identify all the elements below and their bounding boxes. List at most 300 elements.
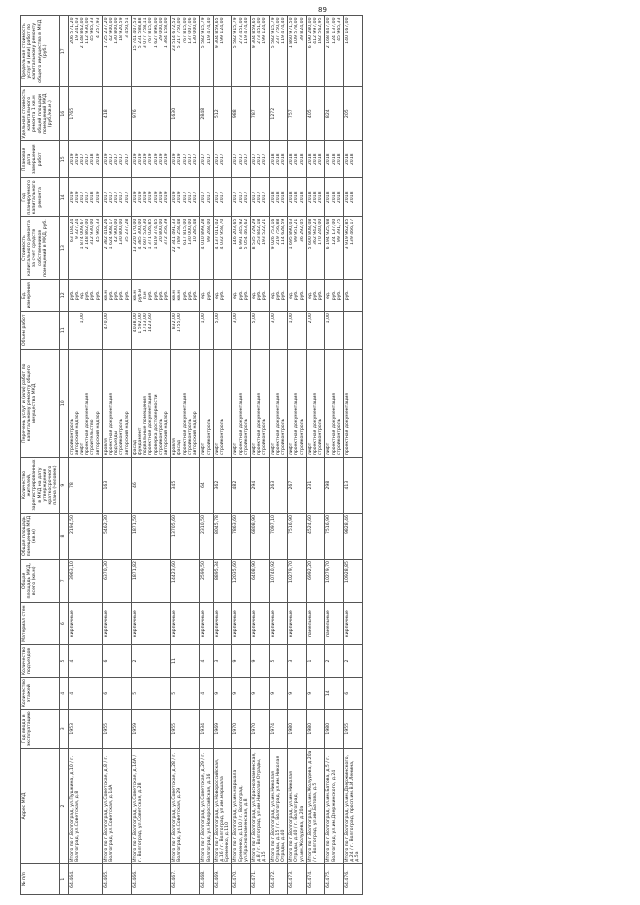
- table-row: [288, 16, 307, 895]
- table-cell: 1970: [232, 709, 251, 748]
- table-row: [131, 16, 170, 895]
- cell-line: 2 382 418,26: [103, 218, 109, 250]
- cell-line: 2018: [336, 191, 342, 204]
- table-cell: 512: [213, 87, 232, 141]
- table-cell: 1980: [325, 709, 344, 748]
- cell-line: 2018: [344, 153, 350, 166]
- cell-line: 2019: [177, 153, 183, 166]
- cell-line: 2018: [326, 153, 332, 166]
- table-cell: [213, 349, 232, 457]
- table-cell: 10740,92: [269, 559, 288, 602]
- table-cell: [306, 311, 325, 349]
- cell-line: 2017: [187, 153, 193, 166]
- cell-line: проектная документация: [312, 392, 318, 456]
- cell-line: [318, 313, 323, 347]
- cell-line: 130 000,00: [193, 17, 199, 44]
- column-header: Адрес МКД: [21, 748, 60, 864]
- table-cell: кирпичные: [250, 603, 269, 645]
- column-header: Общая площадь МКД, всего (кв.м): [21, 559, 60, 602]
- cell-line: 2018: [299, 153, 305, 166]
- cell-line: 2017: [109, 153, 115, 166]
- cell-line: [207, 313, 212, 347]
- table-row: [306, 16, 325, 895]
- cell-line: 1 725 237,20: [103, 17, 109, 49]
- cell-line: 1 695 890,03: [289, 218, 295, 250]
- cell-line: фасад: [132, 439, 138, 456]
- cell-line: 114 628,59: [280, 218, 286, 245]
- table-cell: 205: [343, 87, 362, 141]
- cell-line: 18 920,59: [119, 17, 125, 41]
- table-cell: [250, 178, 269, 217]
- cell-line: стройконтроль: [119, 418, 125, 456]
- table-cell: [306, 141, 325, 178]
- column-number: 16: [60, 87, 68, 141]
- cell-line: [164, 313, 169, 347]
- cell-line: 2 148 862,00: [80, 17, 86, 49]
- cell-line: 2019: [164, 153, 170, 166]
- cell-line: 1,00: [80, 313, 86, 324]
- cell-line: 470,00: [103, 313, 109, 330]
- table-cell: 345: [171, 457, 200, 513]
- cell-line: 130 000,00: [187, 218, 193, 245]
- table-cell: [213, 178, 232, 217]
- cell-line: кв.м: [103, 290, 109, 301]
- table-cell: [269, 141, 288, 178]
- cell-line: п.м: [143, 291, 149, 300]
- cell-line: 2017: [193, 153, 199, 166]
- table-cell: Итого по г.Волгоград, ул.Советская, д.29 / г. Волгоград, ул.Новороссийская, д.16: [200, 748, 213, 864]
- table-cell: 2: [325, 645, 344, 677]
- table-cell: [68, 217, 102, 280]
- table-row: [200, 16, 213, 895]
- table-cell: [269, 178, 288, 217]
- table-cell: [232, 141, 251, 178]
- table-row: [250, 16, 269, 895]
- cell-line: подъезды: [114, 430, 120, 456]
- table-cell: [288, 141, 307, 178]
- cell-line: 2 168 847,00: [326, 17, 332, 49]
- cell-line: 2017: [187, 191, 193, 204]
- cell-line: 119 474,40: [243, 17, 249, 44]
- table-cell: 78: [68, 457, 102, 513]
- cell-line: проектная документация: [109, 392, 115, 456]
- cell-line: проектная документация: [148, 392, 154, 456]
- table-cell: 1959: [131, 709, 170, 748]
- table-cell: 6808,90: [250, 513, 269, 559]
- cell-line: 4 385 300,00: [138, 218, 144, 250]
- cell-line: 2018: [344, 191, 350, 204]
- cell-line: 2019: [95, 191, 101, 204]
- table-cell: 9: [232, 645, 251, 677]
- cell-line: руб.: [69, 290, 75, 301]
- table-cell: 64.469.: [213, 864, 232, 895]
- cell-line: 9 327,24: [74, 218, 80, 240]
- cell-line: 35 237,28: [124, 218, 130, 243]
- cell-line: руб.: [344, 290, 350, 301]
- cell-line: руб.: [182, 290, 188, 301]
- table-cell: панельные: [306, 603, 325, 645]
- table-cell: [250, 349, 269, 457]
- table-cell: 5462,30: [102, 513, 131, 559]
- cell-line: ед.: [201, 291, 207, 300]
- cell-line: 273 451,00: [257, 17, 263, 44]
- table-cell: 7516,90: [288, 513, 307, 559]
- cell-line: 6 190 280,00: [307, 17, 313, 49]
- cell-line: 5 217 750,00: [177, 17, 183, 49]
- cell-line: руб.: [294, 290, 300, 301]
- table-cell: [200, 141, 213, 178]
- cell-line: 2017: [262, 153, 268, 166]
- table-cell: [269, 279, 288, 311]
- table-cell: [343, 217, 362, 280]
- table-cell: 2848: [200, 87, 213, 141]
- table-cell: [200, 311, 213, 349]
- cell-line: 1423,60: [148, 313, 154, 333]
- table-cell: [343, 311, 362, 349]
- table-cell: 3963,10: [68, 559, 102, 602]
- column-number: 8: [60, 513, 68, 559]
- table-cell: [232, 311, 251, 349]
- cell-line: проектная документация: [182, 392, 188, 456]
- table-cell: [131, 217, 170, 280]
- cell-line: 2019: [153, 191, 159, 204]
- cell-line: руб.: [158, 290, 164, 301]
- table-cell: 1871,50: [131, 513, 170, 559]
- cell-line: 4 257,93: [95, 17, 101, 38]
- cell-line: руб.: [148, 290, 154, 301]
- table-cell: 12035,60: [232, 559, 251, 602]
- table-cell: [171, 217, 200, 280]
- table-cell: 5: [269, 645, 288, 677]
- table-cell: 2599,50: [200, 559, 213, 602]
- cell-line: ед.: [233, 291, 239, 300]
- table-cell: 8045,78: [213, 513, 232, 559]
- table-cell: 1955: [171, 709, 200, 748]
- cell-line: руб.: [257, 290, 263, 301]
- cell-line: руб.: [90, 290, 96, 301]
- cell-line: проектная документация: [294, 392, 300, 456]
- cell-line: 99 951,21: [294, 218, 300, 243]
- table-cell: кирпичные: [269, 603, 288, 645]
- cell-line: 2019: [143, 153, 149, 166]
- table-cell: Итого по г.Волгоград, ул.им.Николая Отрады, д.40 / г. Волгоград, ул.им.Жолудева, д.20а: [288, 748, 307, 864]
- column-number: 13: [60, 217, 68, 280]
- cell-line: руб.: [153, 290, 159, 301]
- table-cell: 64.466.: [131, 864, 170, 895]
- cell-line: 2018: [289, 153, 295, 166]
- table-cell: 64.475.: [325, 864, 344, 895]
- table-cell: [325, 279, 344, 311]
- cell-line: 23 514 672,52: [172, 17, 178, 52]
- column-number: 9: [60, 457, 68, 513]
- cell-line: 99 391,75: [336, 218, 342, 243]
- table-cell: 10928,85: [343, 559, 362, 602]
- table-cell: [131, 279, 170, 311]
- cell-line: 124 137,00: [331, 218, 337, 245]
- table-cell: [306, 16, 325, 87]
- table-row: [68, 16, 102, 895]
- cell-line: стройконтроль: [158, 418, 164, 456]
- cell-line: 130 800,00: [114, 17, 120, 44]
- table-cell: 64.464.: [68, 864, 102, 895]
- table-cell: [131, 141, 170, 178]
- table-cell: 1272: [269, 87, 288, 141]
- table-cell: [200, 178, 213, 217]
- cell-line: руб.: [318, 290, 324, 301]
- table-cell: 64: [200, 457, 213, 513]
- cell-line: 2018: [318, 191, 324, 204]
- column-number: 3: [60, 709, 68, 748]
- table-cell: [171, 279, 200, 311]
- cell-line: 36 292,05: [299, 218, 305, 243]
- cell-line: 9 026 753,16: [270, 218, 276, 250]
- cell-line: 15 741 407,53: [132, 17, 138, 52]
- table-cell: [131, 178, 170, 217]
- table-cell: 9: [250, 645, 269, 677]
- table-cell: [200, 279, 213, 311]
- cell-line: 2017: [219, 191, 225, 204]
- cell-line: 2018: [280, 191, 286, 204]
- table-cell: панельные: [325, 603, 344, 645]
- cell-line: подвальные помещения: [143, 396, 149, 456]
- cell-line: 237 750,00: [275, 17, 281, 44]
- table-cell: [68, 141, 102, 178]
- cell-line: 119 474,40: [206, 17, 212, 44]
- cell-line: 1 860 971,50: [289, 17, 295, 49]
- table-cell: 787: [250, 87, 269, 141]
- cell-line: 2018: [318, 153, 324, 166]
- table-cell: [325, 311, 344, 349]
- cell-line: 6 991 345,92: [238, 218, 244, 250]
- table-cell: 413: [343, 457, 362, 513]
- table-cell: [200, 217, 213, 280]
- table-cell: [102, 217, 131, 280]
- cell-line: 2017: [243, 191, 249, 204]
- cell-line: [281, 313, 286, 347]
- table-cell: 7863,60: [232, 513, 251, 559]
- cell-line: 767 815,00: [148, 17, 154, 44]
- table-cell: 298: [325, 457, 344, 513]
- table-cell: [288, 178, 307, 217]
- column-number-row: [60, 16, 68, 895]
- table-cell: 9: [213, 677, 232, 709]
- cell-line: руб.: [124, 290, 130, 301]
- table-cell: [68, 311, 102, 349]
- cell-line: 5,00: [251, 313, 257, 324]
- table-cell: 6370,30: [102, 559, 131, 602]
- cell-line: 372 356,39: [164, 218, 170, 245]
- table-cell: [343, 16, 362, 87]
- cell-line: 9 304 859,65: [251, 17, 257, 49]
- cell-line: 2018: [294, 191, 300, 204]
- table-cell: 64.474.: [306, 864, 325, 895]
- cell-line: 2019: [153, 153, 159, 166]
- cell-line: 2017: [214, 191, 220, 204]
- cell-line: 2017: [193, 191, 199, 204]
- cell-line: 1713,00: [143, 313, 149, 333]
- cell-line: проектная документация: [331, 392, 337, 456]
- cell-line: лифт: [214, 442, 220, 456]
- column-number: 7: [60, 559, 68, 602]
- cell-line: лифт: [201, 442, 207, 456]
- cell-line: авторский надзор: [95, 411, 101, 456]
- cell-line: [262, 313, 267, 347]
- column-number: 1: [60, 864, 68, 895]
- table-cell: Итого по г.Волгоград, ул.Краснознаменская, д.8 / г. Волгоград, ул.им.Николая Отрады, д.15: [250, 748, 269, 864]
- cell-line: 2017: [182, 191, 188, 204]
- cell-line: 617 815,00: [182, 218, 188, 245]
- cell-line: ед.: [270, 291, 276, 300]
- cell-line: 2 148 862,00: [85, 218, 91, 250]
- cell-line: 29 000,00: [158, 17, 164, 41]
- cell-line: 1,00: [201, 313, 207, 324]
- cell-line: 3 450,51: [124, 17, 130, 38]
- cell-line: ед.: [80, 291, 86, 300]
- table-cell: [269, 217, 288, 280]
- cell-line: авторский надзор: [193, 411, 199, 456]
- table-cell: [306, 178, 325, 217]
- table-cell: Итого по г.Волгоград, ул.им.Батова, д.5 / г. Волгоград, ул.им.Дзержинского, д.24: [325, 748, 344, 864]
- cell-line: стройконтроль: [280, 418, 286, 456]
- table-cell: [213, 16, 232, 87]
- table-cell: 14: [325, 677, 344, 709]
- table-cell: кирпичные: [232, 603, 251, 645]
- cell-line: лифт: [270, 442, 276, 456]
- cell-line: [345, 313, 350, 347]
- cell-line: 119 474,40: [280, 17, 286, 44]
- cell-line: 5 054 463,62: [243, 218, 249, 250]
- cell-line: 1 364 158,00: [164, 17, 170, 49]
- table-cell: 64.476.: [343, 864, 362, 895]
- cell-line: лифт: [307, 442, 313, 456]
- cell-line: строительство: [90, 419, 96, 456]
- cell-line: 2018: [289, 191, 295, 204]
- cell-line: 2018: [326, 191, 332, 204]
- table-cell: [288, 217, 307, 280]
- cell-line: 2019: [132, 191, 138, 204]
- repair-plan-table: [20, 15, 363, 895]
- cell-line: руб.: [109, 290, 115, 301]
- cell-line: 13 220 170,00: [132, 218, 138, 253]
- table-cell: 976: [131, 87, 170, 141]
- column-number: 10: [60, 349, 68, 457]
- cell-line: авторский надзор: [124, 411, 130, 456]
- cell-line: ед.: [251, 291, 257, 300]
- table-cell: 267: [288, 457, 307, 513]
- cell-line: стройконтроль: [206, 418, 212, 456]
- cell-line: 5 600 808,08: [307, 218, 313, 250]
- cell-line: 2017: [201, 191, 207, 204]
- table-cell: Итого по г.Волгоград, ул.Советская, д.8 / г. Волгоград, ул.Советская, д.14А: [102, 748, 131, 864]
- column-header: Предельная стоимость услуг и (или) работ по капитальному ремонту общего имущества в МКД (руб.): [21, 16, 60, 87]
- table-cell: 9: [250, 677, 269, 709]
- table-cell: 988: [232, 87, 251, 141]
- table-cell: [288, 279, 307, 311]
- cell-line: 2019: [74, 191, 80, 204]
- table-cell: 7097,10: [269, 513, 288, 559]
- table-cell: 1871,82: [131, 559, 170, 602]
- cell-line: [244, 313, 249, 347]
- cell-line: 2019: [138, 191, 144, 204]
- cell-line: проектная документация: [275, 392, 281, 456]
- table-cell: [232, 279, 251, 311]
- cell-line: 4 137 011,02: [214, 218, 220, 250]
- cell-line: 3 077 758,11: [143, 17, 149, 49]
- column-number: 14: [60, 178, 68, 217]
- table-cell: [269, 16, 288, 87]
- table-cell: [213, 141, 232, 178]
- cell-line: 99 268,00: [206, 218, 212, 243]
- table-cell: 1955: [102, 709, 131, 748]
- table-cell: [250, 311, 269, 349]
- cell-line: 273 451,00: [238, 17, 244, 44]
- cell-line: 1 624 908,17: [109, 218, 115, 250]
- cell-line: 109 578,00: [294, 17, 300, 44]
- cell-line: 10 285,48: [193, 218, 199, 243]
- table-cell: 1953: [68, 709, 102, 748]
- cell-line: кровля: [172, 438, 178, 456]
- cell-line: 2019: [132, 153, 138, 166]
- table-cell: [213, 279, 232, 311]
- table-cell: кирпичные: [102, 603, 131, 645]
- column-header: Ед. измерения: [21, 279, 60, 311]
- cell-line: 2017: [214, 153, 220, 166]
- table-cell: 2: [131, 645, 170, 677]
- table-cell: [213, 311, 232, 349]
- cell-line: 2019: [103, 153, 109, 166]
- cell-line: 2017: [233, 191, 239, 204]
- cell-line: лифт: [80, 442, 86, 456]
- cell-line: руб.: [312, 290, 318, 301]
- cell-line: 3,00: [270, 313, 276, 324]
- cell-line: 193 522,21: [262, 218, 268, 245]
- table-cell: 4: [68, 645, 102, 677]
- cell-line: 362 942,23: [312, 218, 318, 245]
- cell-line: ед.: [214, 291, 220, 300]
- cell-line: лифт: [251, 442, 257, 456]
- table-cell: [343, 141, 362, 178]
- table-cell: 64.473.: [288, 864, 307, 895]
- cell-line: 2017: [219, 153, 225, 166]
- table-cell: [325, 349, 344, 457]
- cell-line: 2017: [206, 153, 212, 166]
- table-cell: 64.468.: [200, 864, 213, 895]
- table-cell: [68, 279, 102, 311]
- cell-line: стройконтроль: [336, 418, 342, 456]
- cell-line: 5 231 588,88: [138, 17, 144, 49]
- table-cell: 2310,50: [200, 513, 213, 559]
- table-cell: [343, 279, 362, 311]
- table-cell: [102, 141, 131, 178]
- column-number: 2: [60, 748, 68, 864]
- cell-line: 2019: [74, 153, 80, 166]
- table-cell: 6: [102, 677, 131, 709]
- cell-line: 2017: [85, 153, 91, 166]
- cell-line: 2017: [251, 191, 257, 204]
- table-cell: 10279,70: [325, 559, 344, 602]
- column-number: 15: [60, 141, 68, 178]
- column-header: Количество этажей: [21, 677, 60, 709]
- column-header: Плановая дата завершения работ: [21, 141, 60, 178]
- cell-line: 2019: [138, 153, 144, 166]
- cell-line: 2 607 520,30: [143, 218, 149, 250]
- cell-line: 312 930,00: [90, 218, 96, 245]
- cell-line: 140 167,00: [344, 17, 350, 44]
- cell-line: 2017: [182, 153, 188, 166]
- cell-line: 2018: [270, 191, 276, 204]
- cell-line: руб.: [206, 290, 212, 301]
- table-cell: Итого по г.Волгоград, ул.Советская, д.28 / г. Волгоград, ул.Советская, д.29: [171, 748, 200, 864]
